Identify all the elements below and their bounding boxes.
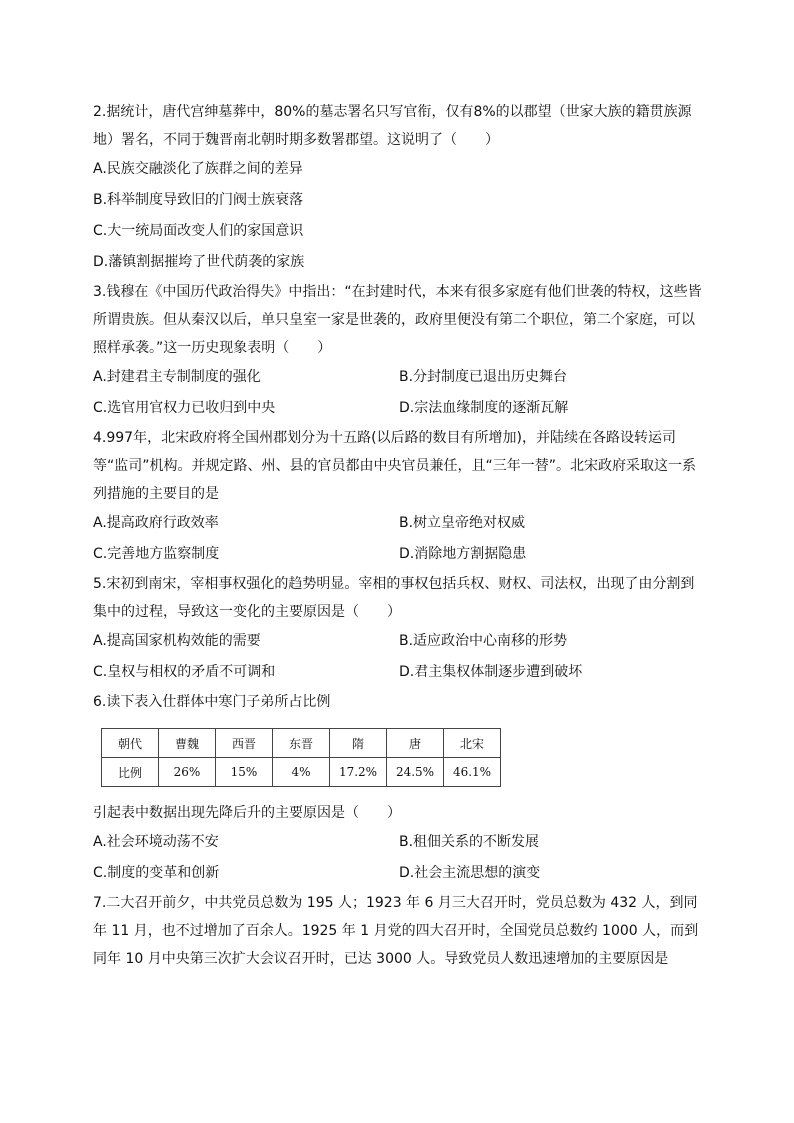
question-4-stem: 4.997年，北宋政府将全国州郡划分为十五路(以后路的数目有所增加)，并陆续在各路设转运司等“监司”机构。并规定路、州、县的官员都由中央官员兼任，且“三年一替”。北宋政府采取这一系列措施的主要目的是 — [93, 430, 697, 502]
question-3-options-row-1 — [93, 362, 705, 393]
question-2-option-a[interactable]: A.民族交融淡化了族群之间的差异 — [93, 161, 303, 177]
table-header-row — [102, 729, 501, 758]
question-2-option-b[interactable]: B.科举制度导致旧的门阀士族衰落 — [93, 192, 304, 208]
question-4-option-a[interactable]: A.提高政府行政效率 — [93, 515, 219, 531]
table-cell: 24.5% — [387, 758, 444, 787]
table-cell: 比例 — [102, 758, 159, 787]
question-5-stem: 5.宋初到南宋，宰相事权强化的趋势明显。宰相的事权包括兵权、财权、司法权，出现了由分割到集中的过程，导致这一变化的主要原因是（ ） — [93, 576, 695, 620]
question-4-options-row-1 — [93, 508, 705, 539]
question-6-stem: 6.读下表入仕群体中寒门子弟所占比例 — [93, 694, 331, 710]
proportion-table — [101, 728, 501, 787]
question-5-option-d[interactable]: D.君主集权体制逐步遭到破坏 — [399, 664, 583, 680]
table-header-cell: 曹魏 — [159, 729, 216, 758]
table-cell: 4% — [273, 758, 330, 787]
question-6-question: 引起表中数据出现先降后升的主要原因是（ ） — [93, 805, 401, 821]
question-5-option-c[interactable]: C.皇权与相权的矛盾不可调和 — [93, 664, 276, 680]
question-5-option-b[interactable]: B.适应政治中心南移的形势 — [399, 633, 568, 649]
table-cell: 46.1% — [444, 758, 501, 787]
table-header-cell: 北宋 — [444, 729, 501, 758]
question-4-options-row-2 — [93, 539, 705, 570]
question-5-options-row-2 — [93, 657, 705, 688]
question-6-option-d[interactable]: D.社会主流思想的演变 — [399, 865, 541, 881]
table-header-cell: 东晋 — [273, 729, 330, 758]
question-4-option-c[interactable]: C.完善地方监察制度 — [93, 546, 220, 562]
question-6-options-row-1 — [93, 827, 705, 858]
question-4-option-d[interactable]: D.消除地方割据隐患 — [399, 546, 527, 562]
question-3-options-row-2 — [93, 393, 705, 424]
table-header-cell: 隋 — [330, 729, 387, 758]
table-cell: 17.2% — [330, 758, 387, 787]
question-2-option-d[interactable]: D.藩镇割据摧垮了世代荫袭的家族 — [93, 254, 305, 270]
question-6-option-b[interactable]: B.租佃关系的不断发展 — [399, 834, 540, 850]
question-3-option-d[interactable]: D.宗法血缘制度的逐渐瓦解 — [399, 400, 569, 416]
question-5-option-a[interactable]: A.提高国家机构效能的需要 — [93, 633, 261, 649]
question-2-option-c[interactable]: C.大一统局面改变人们的家国意识 — [93, 223, 304, 239]
question-3-option-b[interactable]: B.分封制度已退出历史舞台 — [399, 369, 568, 385]
question-3-option-a[interactable]: A.封建君主专制制度的强化 — [93, 369, 261, 385]
table-row — [102, 758, 501, 787]
table-cell: 26% — [159, 758, 216, 787]
question-6-option-c[interactable]: C.制度的变革和创新 — [93, 865, 220, 881]
question-3-stem: 3.钱穆在《中国历代政治得失》中指出：“在封建时代，本来有很多家庭有他们世袭的特权，这些皆所谓贵族。但从秦汉以后，单只皇室一家是世袭的，政府里便没有第二个职位，第二个家庭，可以照样承袭。”这一历史现象表明（ ） — [93, 284, 702, 356]
question-6-options-row-2 — [93, 858, 705, 889]
question-4-option-b[interactable]: B.树立皇帝绝对权威 — [399, 515, 526, 531]
table-header-cell: 西晋 — [216, 729, 273, 758]
table-header-cell: 唐 — [387, 729, 444, 758]
question-5-options-row-1 — [93, 626, 705, 657]
question-2-stem: 2.据统计，唐代宫绅墓葬中，80%的墓志署名只写官衔，仅有8%的以郡望（世家大族的籍贯族源地）署名，不同于魏晋南北朝时期多数署郡望。这说明了（ ） — [93, 104, 692, 148]
table-cell: 15% — [216, 758, 273, 787]
question-3-option-c[interactable]: C.选官用官权力已收归到中央 — [93, 400, 276, 416]
question-7-stem: 7.二大召开前夕，中共党员总数为 195 人；1923 年 6 月三大召开时，党员总数为 432 人，到同年 11 月，也不过增加了百余人。1925 年 1 月党的四大召开时，全国党员总数约 1000 人，而到同年 10 月中央第三次扩大会议召开时，已达 3000 人。导致党员人数迅速增加的主要原因是 — [93, 895, 699, 967]
table-header-cell: 朝代 — [102, 729, 159, 758]
question-6-option-a[interactable]: A.社会环境动荡不安 — [93, 834, 219, 850]
exam-page — [93, 98, 705, 973]
